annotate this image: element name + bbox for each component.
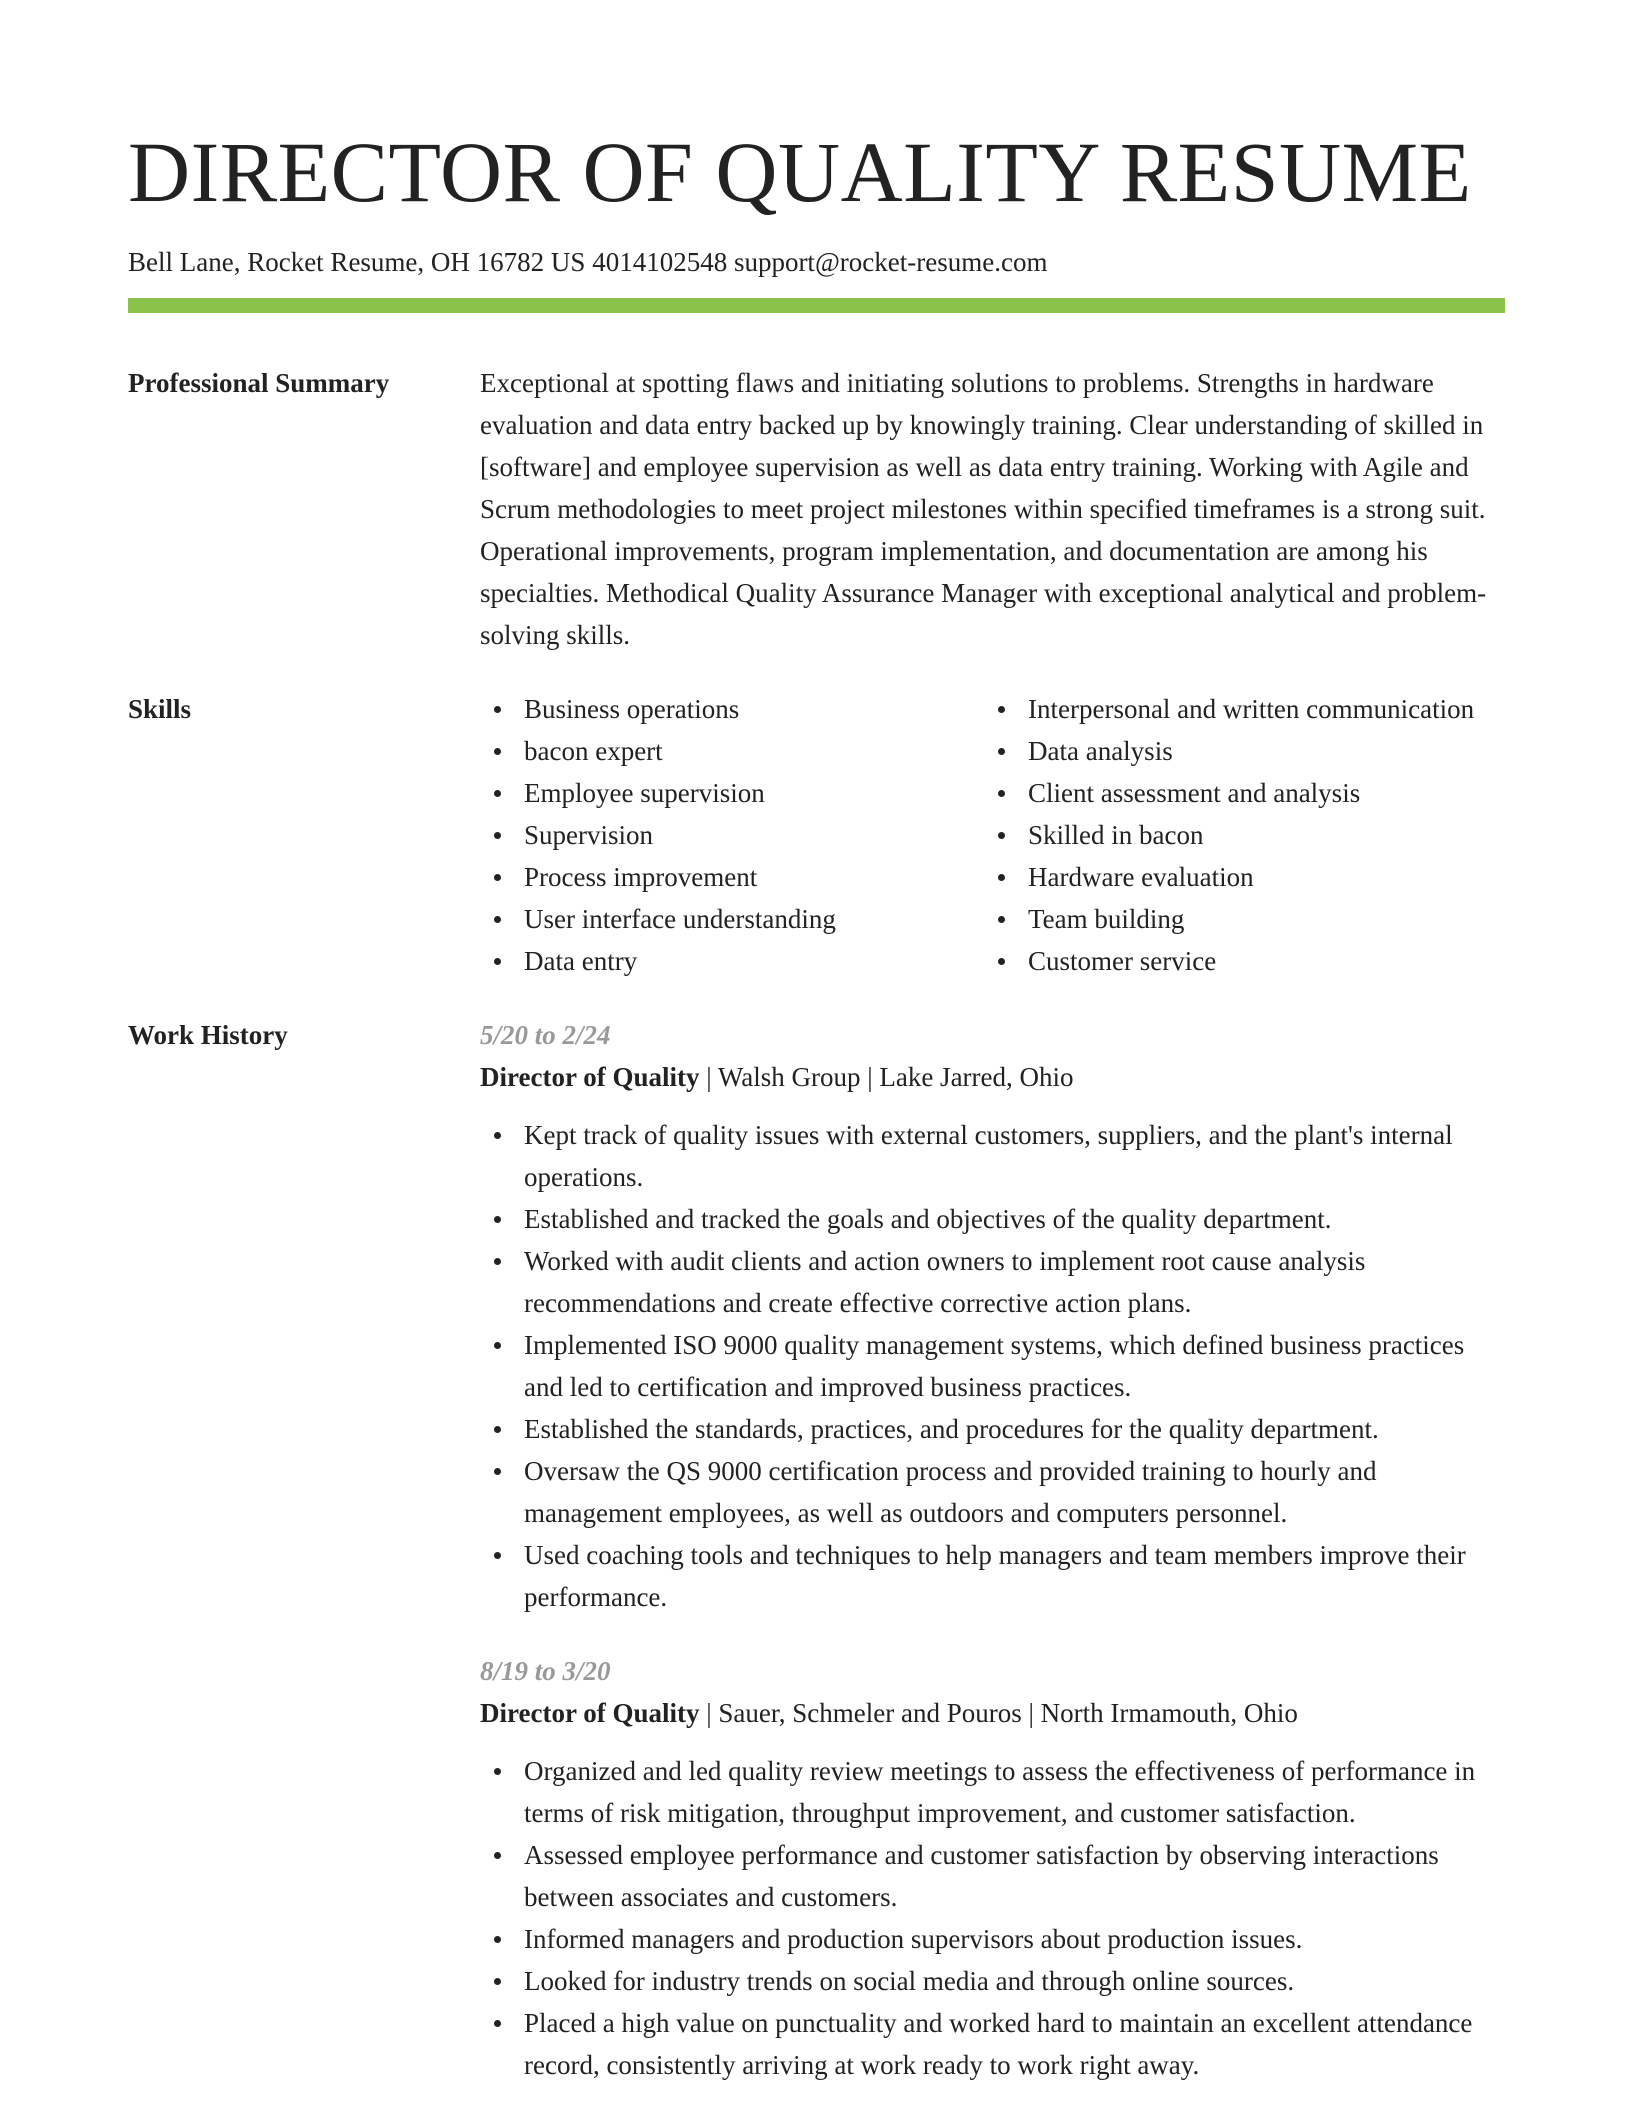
job-bullet: Used coaching tools and techniques to help managers and team members improve their performance.: [480, 1534, 1505, 1618]
skill-item: Interpersonal and written communication: [984, 688, 1474, 730]
job-entry: [480, 1014, 1505, 1618]
skill-item: Skilled in bacon: [984, 814, 1474, 856]
job-bullet: Established and tracked the goals and objectives of the quality department.: [480, 1198, 1505, 1240]
skill-item: Data entry: [480, 940, 984, 982]
skill-item: Client assessment and analysis: [984, 772, 1474, 814]
skill-item: Employee supervision: [480, 772, 984, 814]
professional-summary-section: [128, 362, 1505, 656]
job-dates: 8/19 to 3/20: [480, 1656, 611, 1686]
job-bullet: Oversaw the QS 9000 certification process and provided training to hourly and management employees, as well as outdoors and computers personnel.: [480, 1450, 1505, 1534]
job-dates: 5/20 to 2/24: [480, 1020, 611, 1050]
job-bullet: Organized and led quality review meetings to assess the effectiveness of performance in terms of risk mitigation, throughput improvement, and customer satisfaction.: [480, 1750, 1505, 1834]
job-entry: [480, 1650, 1505, 2086]
skills-list-left: [480, 688, 984, 982]
resume-title: DIRECTOR OF QUALITY RESUME: [128, 124, 1472, 220]
job-bullet: Looked for industry trends on social media and through online sources.: [480, 1960, 1505, 2002]
skill-item: Process improvement: [480, 856, 984, 898]
contact-phone: 4014102548: [592, 247, 728, 277]
skill-item: Team building: [984, 898, 1474, 940]
contact-email[interactable]: support@rocket-resume.com: [733, 247, 1048, 277]
job-bullets: [480, 1750, 1505, 2086]
job-details: | Sauer, Schmeler and Pouros | North Irmamouth, Ohio: [699, 1698, 1298, 1728]
section-label-summary: Professional Summary: [128, 368, 390, 398]
job-title: Director of Quality: [480, 1062, 700, 1092]
skills-columns: [480, 688, 1505, 982]
contact-address: Bell Lane, Rocket Resume, OH 16782 US: [128, 247, 586, 277]
skills-body: [480, 688, 1505, 982]
job-bullets: [480, 1114, 1505, 1618]
section-label-skills: Skills: [128, 694, 192, 724]
summary-text: Exceptional at spotting flaws and initiating solutions to problems. Strengths in hardware evaluation and data entry backed up by knowingly training. Clear understanding of skilled in [software] and employee supervision as well as data entry training. Working with Agile and Scrum methodologies to meet project milestones within specified timeframes is a strong suit. Operational improvements, program implementation, and documentation are among his specialties. Methodical Quality Assurance Manager with exceptional analytical and problem-solving skills.: [480, 368, 1487, 650]
header-divider: [128, 298, 1505, 313]
job-bullet: Worked with audit clients and action owners to implement root cause analysis recommendations and create effective corrective action plans.: [480, 1240, 1505, 1324]
job-bullet: Assessed employee performance and customer satisfaction by observing interactions between associates and customers.: [480, 1834, 1505, 1918]
job-title: Director of Quality: [480, 1698, 700, 1728]
skill-item: bacon expert: [480, 730, 984, 772]
job-heading: [480, 1692, 1505, 1734]
resume-page: [128, 122, 1505, 2086]
skills-section: [128, 688, 1505, 982]
job-bullet: Informed managers and production supervisors about production issues.: [480, 1918, 1505, 1960]
job-bullet: Implemented ISO 9000 quality management systems, which defined business practices and led to certification and improved business practices.: [480, 1324, 1505, 1408]
skill-item: Data analysis: [984, 730, 1474, 772]
skill-item: Business operations: [480, 688, 984, 730]
job-bullet: Kept track of quality issues with external customers, suppliers, and the plant's internal operations.: [480, 1114, 1505, 1198]
contact-line: [128, 246, 1505, 278]
work-body: [480, 1014, 1505, 2086]
skill-item: User interface understanding: [480, 898, 984, 940]
summary-body: [480, 362, 1505, 656]
work-history-section: [128, 1014, 1505, 2086]
skill-item: Supervision: [480, 814, 984, 856]
skill-item: Customer service: [984, 940, 1474, 982]
skills-list-right: [984, 688, 1474, 982]
job-details: | Walsh Group | Lake Jarred, Ohio: [699, 1062, 1074, 1092]
job-bullet: Placed a high value on punctuality and worked hard to maintain an excellent attendance record, consistently arriving at work ready to work right away.: [480, 2002, 1505, 2086]
job-heading: [480, 1056, 1505, 1098]
job-bullet: Established the standards, practices, and procedures for the quality department.: [480, 1408, 1505, 1450]
skill-item: Hardware evaluation: [984, 856, 1474, 898]
section-label-work: Work History: [128, 1020, 288, 1050]
